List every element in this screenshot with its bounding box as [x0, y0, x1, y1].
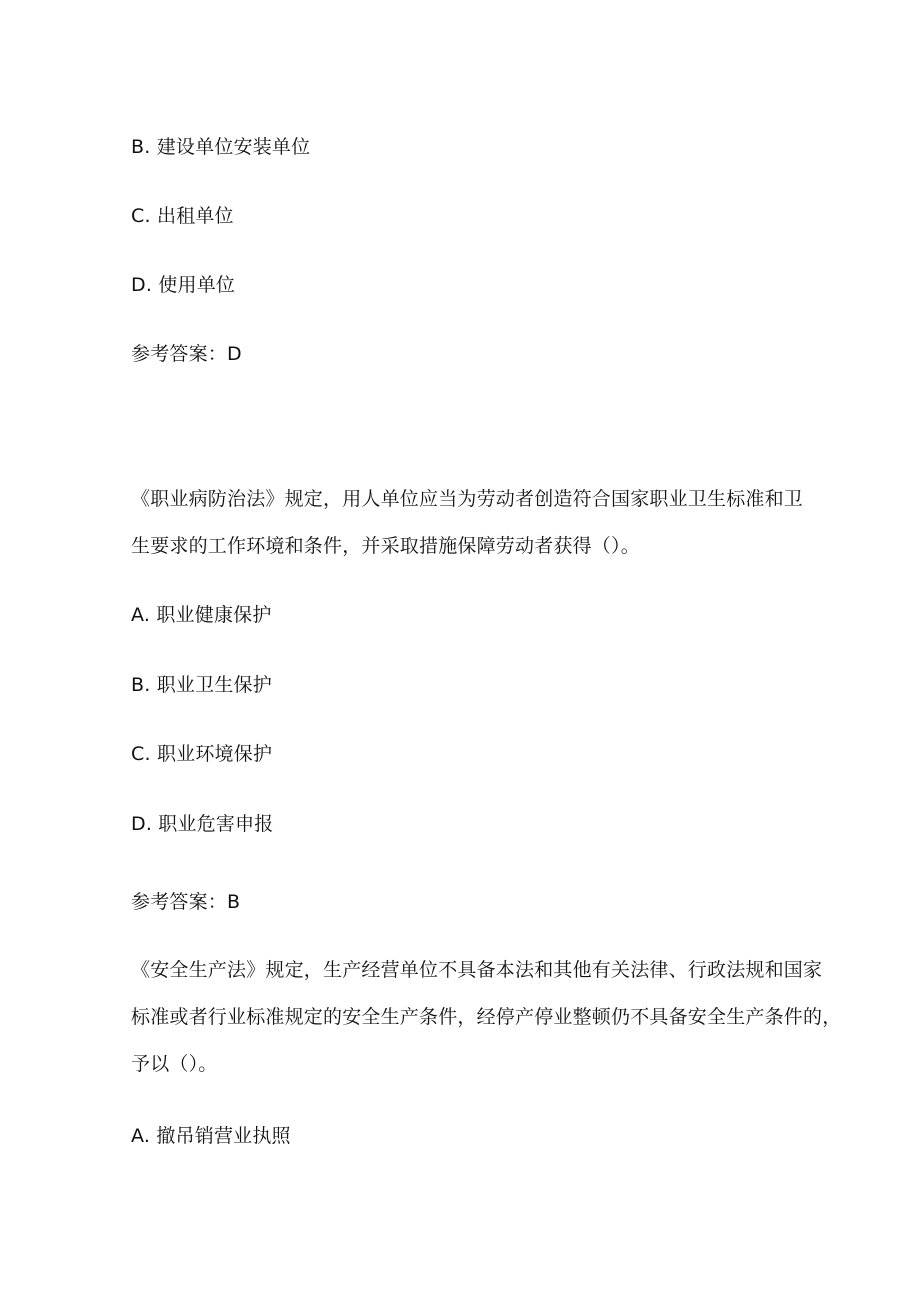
q3-stem-line-2: 标准或者行业标准规定的安全生产条件，经停产停业整顿仍不具备安全生产条件的，	[131, 1006, 842, 1028]
q2-option-a: A. 职业健康保护	[131, 604, 272, 626]
q2-option-c: C. 职业环境保护	[131, 743, 273, 765]
q1-option-c: C. 出租单位	[131, 205, 234, 227]
q3-stem-line-1: 《安全生产法》规定，生产经营单位不具备本法和其他有关法律、行政法规和国家	[131, 959, 823, 981]
q1-option-d: D. 使用单位	[131, 274, 236, 296]
q2-stem-line-2: 生要求的工作环境和条件，并采取措施保障劳动者获得（）。	[131, 535, 640, 557]
q2-option-b: B. 职业卫生保护	[131, 674, 272, 696]
q1-option-b: B. 建设单位安装单位	[131, 136, 311, 158]
q2-answer: 参考答案：B	[131, 891, 241, 913]
q2-stem-line-1: 《职业病防治法》规定，用人单位应当为劳动者创造符合国家职业卫生标准和卫	[131, 488, 804, 510]
q2-option-d: D. 职业危害申报	[131, 813, 274, 835]
q1-answer: 参考答案：D	[131, 343, 242, 365]
q3-stem-line-3: 予以（）。	[131, 1053, 218, 1075]
q3-option-a: A. 撤吊销营业执照	[131, 1125, 291, 1147]
